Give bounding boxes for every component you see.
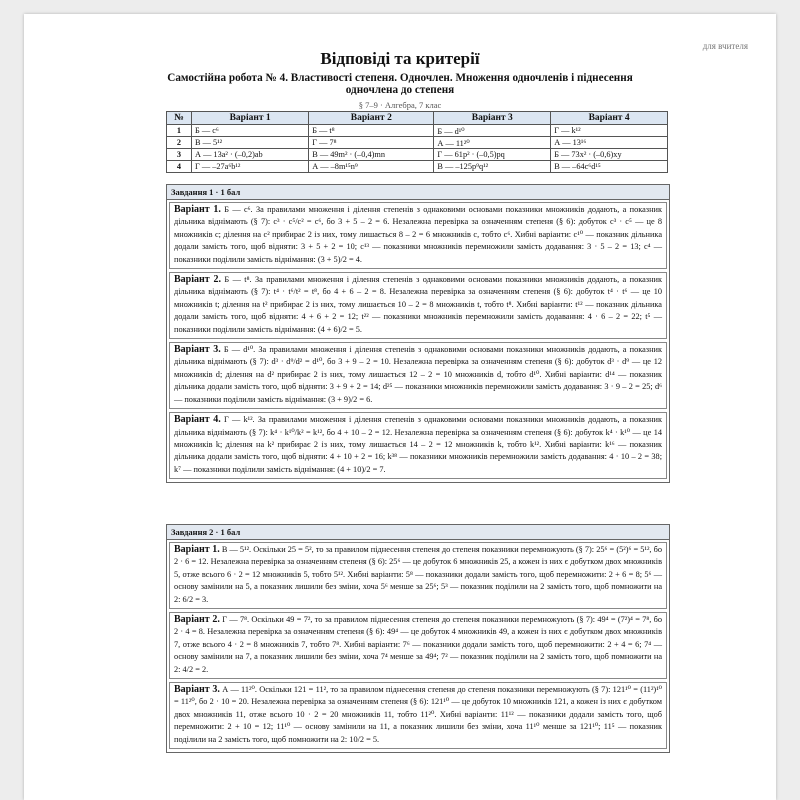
table-row	[167, 161, 668, 173]
table-cell: Г — –27a⁶b¹²	[192, 161, 309, 173]
variant-label: Варіант 2.	[174, 614, 220, 626]
task-2-heading: Завдання 2 · 1 бал	[167, 525, 669, 540]
task-1-variant-2	[169, 272, 667, 339]
table-cell: А — –8m¹⁵n⁹	[309, 161, 434, 173]
table-cell: 1	[167, 125, 192, 137]
audience-tag: для вчителя	[702, 41, 748, 51]
table-cell: 3	[167, 149, 192, 161]
table-cell: 4	[167, 161, 192, 173]
variant-text: Б — c⁶. За правилами множення і ділення степенів з однаковими основами показники множників додають, а показник дільника віднімають (§ 7): c³ · c⁵/c² = c⁶, бо 3 + 5 – 2 = 6. Незалежна перевірка за означенням степеня (§ 6): добуток c³ · c⁵ — це 8 множників c; ділення на c² прибирає 2 із них, тому лишається 8 – 2 = 6 множників c, тобто c⁶. Хибні варіанти: c¹⁰ — показник дільника додали замість того, щоб відняти: 3 + 5 + 2 = 10; c¹³ — показники множників перемножили замість додавання: 3 · 5 – 2 = 13; c⁴ — показники поділили замість віднімання: (3 + 5)/2 = 4.	[174, 205, 662, 264]
task-2-variant-1	[169, 542, 667, 609]
table-cell: А — 13a² · (–0,2)ab	[192, 149, 309, 161]
table-cell: Б — 73x² · (–0,6)xy	[551, 149, 668, 161]
table-cell: Б — d¹⁰	[434, 125, 551, 137]
table-cell: В — 49m² · (–0,4)mn	[309, 149, 434, 161]
column-header: №	[167, 112, 192, 125]
task-1-variant-3	[169, 342, 667, 409]
page-subtitle: Самостійна робота № 4. Властивості степеня. Одночлен. Множення одночленів і піднесення одночлена до степеня	[167, 72, 633, 96]
variant-text: Б — t⁸. За правилами множення і ділення степенів з однаковими основами показники множників додають, а показник дільника віднімають (§ 7): t⁴ · t⁶/t² = t⁸, бо 4 + 6 – 2 = 8. Незалежна перевірка за означенням степеня (§ 6): добуток t⁴ · t⁶ — це 10 множників t; ділення на t² прибирає 2 із них, тому лишається 10 – 2 = 8 множників t, тобто t⁸. Хибні варіанти: t¹² — показник дільника додали замість того, щоб відняти: 4 + 6 + 2 = 12; t²² — показники множників перемножили замість додавання: 4 · 6 – 2 = 22; t⁵ — показники поділили замість віднімання: (4 + 6)/2 = 5.	[174, 275, 662, 334]
variant-label: Варіант 1.	[174, 544, 220, 555]
table-row	[167, 125, 668, 137]
task-1-variant-4	[169, 412, 667, 479]
table-cell: В — –125p⁹q¹²	[434, 161, 551, 173]
task-2-section	[166, 524, 670, 753]
task-1-heading: Завдання 1 · 1 бал	[167, 185, 669, 200]
answers-table	[166, 111, 668, 173]
table-header-row	[167, 112, 668, 125]
table-cell: А — 11²⁰	[434, 137, 551, 149]
task-1-section	[166, 184, 670, 483]
variant-label: Варіант 3.	[174, 344, 221, 356]
table-cell: 2	[167, 137, 192, 149]
variant-text: Б — d¹⁰. За правилами множення і ділення степенів з однаковими основами показники множників додають, а показник дільника віднімають (§ 7): d³ · d⁹/d² = d¹⁰, бо 3 + 9 – 2 = 10. Незалежна перевірка за означенням степеня (§ 6): добуток d³ · d⁹ — це 12 множників d; ділення на d² прибирає 2 із них, тому лишається 12 – 2 = 10 множників d, тобто d¹⁰. Хибні варіанти: d¹⁴ — показник дільника додали замість того, щоб відняти: 3 + 9 + 2 = 14; d²⁵ — показники множників перемножили замість додавання: 3 · 9 – 2 = 25; d⁶ — показники поділили замість віднімання: (3 + 9)/2 = 6.	[174, 345, 662, 404]
table-cell: Г — k¹²	[551, 125, 668, 137]
table-cell: В — 5¹²	[192, 137, 309, 149]
variant-label: Варіант 4.	[174, 414, 221, 426]
table-cell: Б — t⁸	[309, 125, 434, 137]
table-cell: А — 13¹⁶	[551, 137, 668, 149]
table-cell: В — –64c⁶d¹⁵	[551, 161, 668, 173]
variant-label: Варіант 1.	[174, 204, 221, 215]
variant-text: Г — 7⁸. Оскільки 49 = 7², то за правилом піднесення степеня до степеня показники перемножують (§ 7): 49⁴ = (7²)⁴ = 7⁸, бо 2 · 4 = 8. Незалежна перевірка за означенням степеня (§ 6): 49⁴ — це добуток 4 множників 49, а кожен із них є добутком двох множників 7, отже всього 4 · 2 = 8 множників 7, тобто 7⁸. Хибні варіанти: 7⁶ — показники додали замість того, щоб перемножити: 2 + 4 = 6; 7⁴ — основу замінили на 7, а показник лишили без зміни, хоча 7⁴ менше за 49⁴; 7² — показник поділили на 2 замість того, щоб помножити на 2: 4/2 = 2.	[174, 615, 663, 674]
variant-label: Варіант 2.	[174, 274, 222, 286]
table-row	[167, 149, 668, 161]
document-page	[24, 14, 776, 800]
column-header: Варіант 2	[309, 112, 434, 125]
page-meta: § 7–9 · Алгебра, 7 клас	[358, 100, 442, 110]
column-header: Варіант 4	[551, 112, 668, 125]
table-cell: Б — c⁶	[192, 125, 309, 137]
page-title: Відповіді та критерії	[320, 49, 480, 68]
column-header: Варіант 3	[434, 112, 551, 125]
task-2-variant-3	[169, 682, 667, 749]
variant-text: Г — k¹². За правилами множення і ділення степенів з однаковими основами показники множників додають, а показник дільника віднімають (§ 7): k⁴ · k¹⁰/k² = k¹², бо 4 + 10 – 2 = 12. Незалежна перевірка за означенням степеня (§ 6): добуток k⁴ · k¹⁰ — це 14 множників k; ділення на k² прибирає 2 із них, тому лишається 14 – 2 = 12 множників k, тобто k¹². Хибні варіанти: k¹⁶ — показник дільника додали замість того, щоб відняти: 4 + 10 + 2 = 16; k³⁸ — показники множників перемножили замість додавання: 4 · 10 – 2 = 38; k⁷ — показники поділили замість віднімання: (4 + 10)/2 = 7.	[174, 415, 663, 474]
column-header: Варіант 1	[192, 112, 309, 125]
task-1-variant-1	[169, 202, 667, 269]
table-row	[167, 137, 668, 149]
table-cell: Г — 7⁸	[309, 137, 434, 149]
variant-text: В — 5¹². Оскільки 25 = 5², то за правилом піднесення степеня до степеня показники перемножують (§ 7): 25⁶ = (5²)⁶ = 5¹², бо 2 · 6 = 12. Незалежна перевірка за означенням степеня (§ 6): 25⁶ — це добуток 6 множників 25, а кожен із них є добутком двох множників 5, отже всього 6 · 2 = 12 множників 5, тобто 5¹². Хибні варіанти: 5⁸ — показники додали замість того, щоб перемножити: 2 + 6 = 8; 5⁶ — основу замінили на 5, а показник лишили без зміни, хоча 5⁶ менше за 25⁶; 5³ — показник поділили на 2 замість того, щоб помножити на 2: 6/2 = 3.	[174, 545, 662, 604]
variant-label: Варіант 3.	[174, 684, 220, 696]
variant-text: А — 11²⁰. Оскільки 121 = 11², то за правилом піднесення степеня до степеня показники перемножують (§ 7): 121¹⁰ = (11²)¹⁰ = 11²⁰, бо 2 · 10 = 20. Незалежна перевірка за означенням степеня (§ 6): 121¹⁰ — це добуток 10 множників 121, а кожен із них є добутком двох множників 11, отже всього 10 · 2 = 20 множників 11, тобто 11²⁰. Хибні варіанти: 11¹² — показники додали замість того, щоб перемножити: 2 + 10 = 12; 11¹⁰ — основу замінили на 11, а показник лишили без зміни, хоча 11¹⁰ менше за 121¹⁰; 11⁵ — показник поділили на 2 замість того, щоб помножити на 2: 10/2 = 5.	[174, 685, 663, 744]
table-cell: Г — 61p² · (–0,5)pq	[434, 149, 551, 161]
task-2-variant-2	[169, 612, 667, 679]
